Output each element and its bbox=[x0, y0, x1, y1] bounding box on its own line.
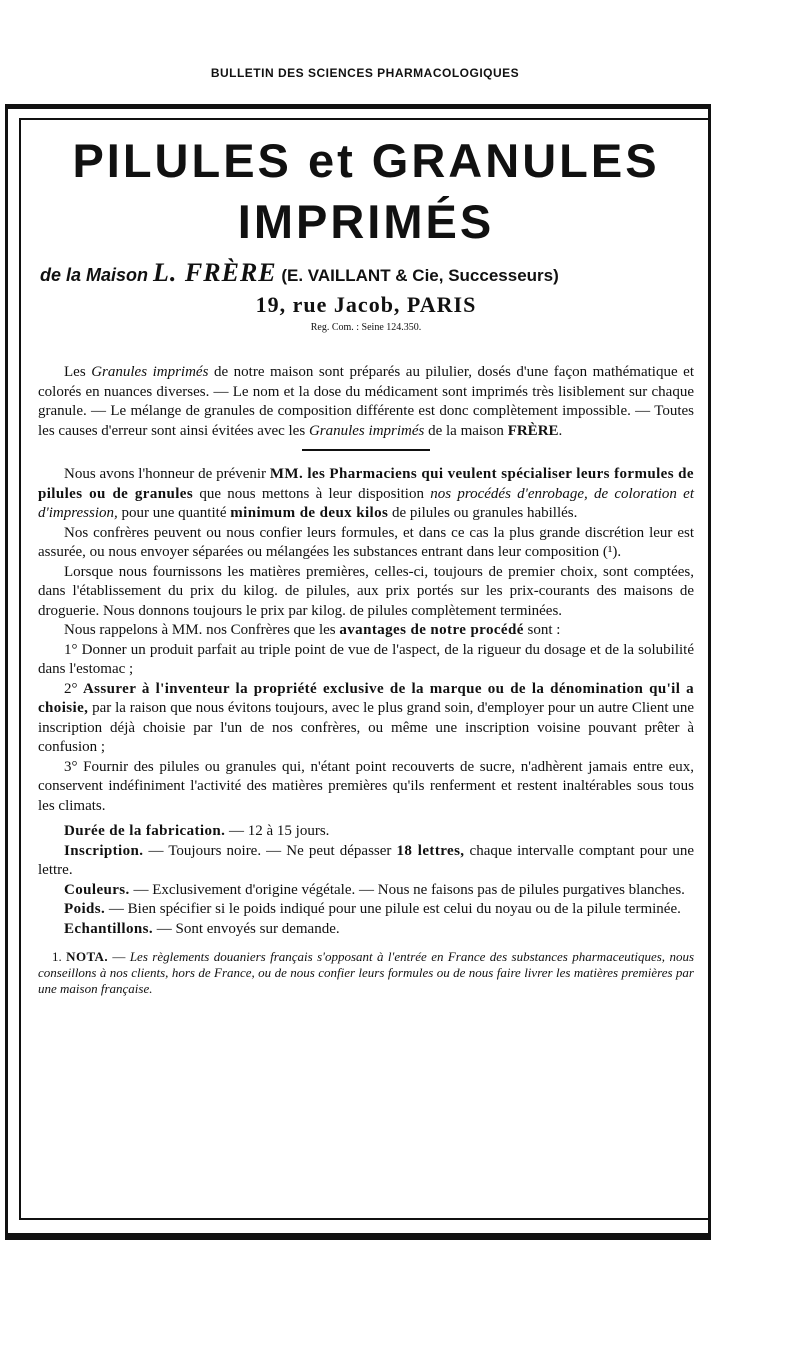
body-text: Nous avons l'honneur de prévenir bbox=[64, 466, 270, 482]
spec-text: — Exclusivement d'origine végétale. — Nous ne faisons pas de pilules purgatives blanches. bbox=[129, 881, 685, 898]
footnote-label: NOTA. bbox=[66, 949, 109, 964]
maison-prefix: de la Maison bbox=[40, 265, 154, 285]
advertisement bbox=[38, 126, 694, 1010]
spec-couleurs bbox=[38, 881, 694, 901]
body-text: de pilules ou granules habillés. bbox=[388, 505, 578, 521]
body-text: 2° bbox=[64, 680, 83, 697]
intro-bold: FRÈRE bbox=[507, 422, 559, 439]
body-bold: MM. les Pharmaciens qui veulent spécialiser leurs formules de pilules ou de granules bbox=[38, 466, 694, 502]
body-bold: Assurer à l'inventeur la propriété exclusive de la marque ou de la dénomination qu'il a choisie, bbox=[38, 680, 694, 716]
body-bold: minimum de deux kilos bbox=[230, 505, 389, 521]
footnote-dash: — bbox=[108, 949, 130, 964]
spec-poids bbox=[38, 900, 694, 920]
spec-text: — Sont envoyés sur demande. bbox=[152, 920, 340, 937]
footnote-text: Les règlements douaniers français s'opposant à l'entrée en France des substances pharmaceutiques, nous conseillons à nos clients, hors de France, ou de nous confier leurs formules ou de nous faire livrer les matières premières par une maison française. bbox=[38, 949, 694, 996]
title-line-2: IMPRIMÉS bbox=[237, 195, 495, 248]
advantage-2 bbox=[38, 680, 694, 758]
spec-inscription bbox=[38, 842, 694, 881]
intro-italic: Granules imprimés bbox=[91, 364, 209, 380]
spec-echantillons bbox=[38, 920, 694, 940]
spec-label: Durée de la fabrication. bbox=[64, 823, 226, 839]
spec-duree bbox=[38, 822, 694, 842]
spec-label: Couleurs. bbox=[64, 881, 130, 898]
address: 19, rue Jacob, PARIS bbox=[255, 292, 477, 317]
body-paragraph-1 bbox=[38, 465, 694, 524]
spec-text: — 12 à 15 jours. bbox=[225, 823, 330, 839]
body-paragraph-4 bbox=[38, 621, 694, 641]
advantage-1: 1° Donner un produit parfait au triple point de vue de l'aspect, de la rigueur du dosage et de la solubilité dans l'estomac ; bbox=[38, 641, 694, 677]
specifications bbox=[38, 822, 694, 939]
body-text: que nous mettons à leur disposition bbox=[193, 485, 431, 502]
intro-italic: Granules imprimés bbox=[308, 422, 425, 439]
body-text: par la raison que nous évitons toujours, avec le plus grand soin, d'employer pour un autre Client une inscription déjà choisie par l'un de nos confrères, ou même une inscription voisine pouvant prêter à confusion ; bbox=[38, 700, 694, 755]
spec-bold: 18 lettres, bbox=[396, 842, 465, 859]
body-text: sont : bbox=[523, 622, 561, 638]
maison-successors: (E. VAILLANT & Cie, Successeurs) bbox=[276, 266, 559, 285]
spec-text: — Toujours noire. — Ne peut dépasser bbox=[143, 842, 397, 859]
maison-line bbox=[38, 258, 694, 288]
running-head: BULLETIN DES SCIENCES PHARMACOLOGIQUES bbox=[210, 66, 520, 80]
maison-name: L. FRÈRE bbox=[153, 258, 277, 287]
body-text: Nous rappelons à MM. nos Confrères que les bbox=[64, 622, 340, 638]
spec-label: Echantillons. bbox=[64, 920, 153, 937]
advantage-3: 3° Fournir des pilules ou granules qui, n'étant point recouverts de sucre, n'adhèrent jamais entre eux, conservent indéfiniment l'activité des matières premières qu'ils renferment et restent inaltérables sous tous les climats. bbox=[38, 758, 694, 814]
body-paragraph-2: Nos confrères peuvent ou nous confier leurs formules, et dans ce cas la plus grande discrétion leur est assurée, ou nous envoyer séparées ou mélangées les substances entrant dans leur composition (¹). bbox=[38, 524, 694, 560]
body-italic: nos procédés d'enrobage, de coloration et d'impression, bbox=[38, 485, 694, 521]
title-line-1: PILULES et GRANULES bbox=[72, 134, 660, 187]
intro-text: de notre maison sont préparés au pilulier, dosés d'une façon mathématique et colorés en nuances diverses. — Le nom et la dose du médicament sont imprimés très lisiblement sur chaque granule. — Le mélange de granules de composition différente est donc complètement impossible. — Toutes les causes d'erreur sont ainsi évitées avec les bbox=[38, 364, 694, 439]
body-bold: avantages de notre procédé bbox=[339, 622, 524, 638]
body-text: pour une quantité bbox=[117, 505, 231, 521]
body-paragraph-3: Lorsque nous fournissons les matières premières, celles-ci, toujours de premier choix, sont comptées, dans l'établissement du prix du kilog. de pilules, aux prix portés sur les prix-courants des maisons de droguerie. Nous donnons toujours le prix par kilog. de pilules complètement terminées. bbox=[38, 563, 694, 619]
intro-text: de la maison bbox=[424, 422, 508, 439]
footnote bbox=[38, 949, 694, 997]
separator-rule bbox=[302, 449, 430, 451]
reg-com: Reg. Com. : Seine 124.350. bbox=[310, 322, 422, 333]
spec-label: Poids. bbox=[64, 901, 106, 917]
spec-text: chaque intervalle comptant pour une lettre. bbox=[38, 842, 695, 878]
footnote-number: 1. bbox=[52, 949, 67, 964]
intro-text: Les bbox=[64, 364, 92, 380]
intro-paragraph bbox=[38, 363, 694, 441]
spec-text: — Bien spécifier si le poids indiqué pour une pilule est celui du noyau ou de la pilule terminée. bbox=[105, 901, 681, 917]
intro-text: . bbox=[558, 422, 563, 439]
spec-label: Inscription. bbox=[64, 842, 144, 859]
